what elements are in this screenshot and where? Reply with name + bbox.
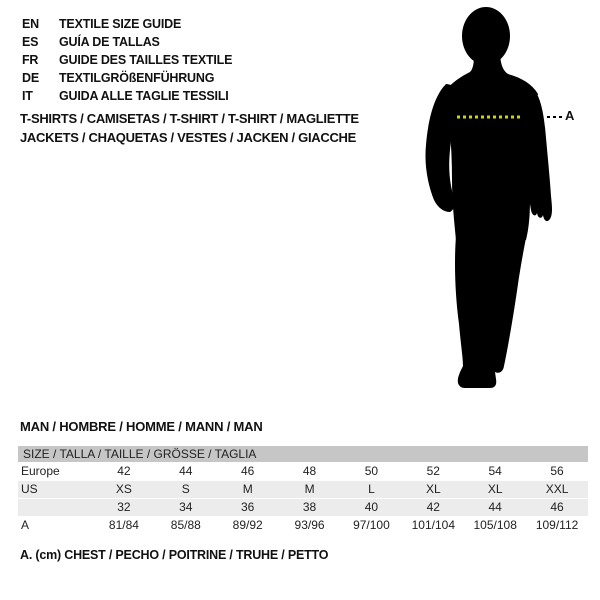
language-guide-title: GUIDA ALLE TAGLIE TESSILI	[59, 89, 229, 103]
size-table-cell: 32	[117, 500, 131, 514]
product-line-tshirts: T-SHIRTS / CAMISETAS / T-SHIRT / T-SHIRT / MAGLIETTE	[20, 111, 359, 126]
size-table-cell: 56	[550, 464, 564, 478]
language-guide-title: GUIDE DES TAILLES TEXTILE	[59, 53, 233, 67]
size-table-cell: 48	[302, 464, 317, 478]
size-table-row-label	[18, 499, 93, 516]
size-table-cell: M	[304, 482, 315, 496]
size-table-row	[18, 499, 588, 517]
size-table-cell: L	[368, 482, 375, 496]
size-table-row	[18, 463, 588, 481]
size-table	[18, 446, 588, 535]
size-table-cell: M	[242, 482, 253, 496]
size-table-cell: 85/88	[170, 518, 201, 532]
size-table-body	[18, 463, 588, 535]
language-row	[22, 87, 232, 105]
size-table-cell: 109/112	[535, 518, 579, 532]
product-line-jackets: JACKETS / CHAQUETAS / VESTES / JACKEN / GIACCHE	[20, 130, 356, 145]
size-table-cell: S	[181, 482, 190, 496]
size-table-row	[18, 517, 588, 535]
language-code: FR	[22, 53, 39, 67]
size-table-cell: 54	[488, 464, 502, 478]
size-table-cell: 89/92	[232, 518, 263, 532]
language-row	[22, 69, 232, 87]
size-table-cell: 46	[550, 500, 564, 514]
measure-label-a: A	[565, 108, 575, 123]
size-table-cell: 105/108	[473, 518, 517, 532]
size-table-cell: 93/96	[294, 518, 325, 532]
language-row	[22, 51, 232, 69]
size-table-row-label: Europe	[21, 464, 60, 478]
section-title-man: MAN / HOMBRE / HOMME / MANN / MAN	[20, 419, 263, 434]
size-table-cell: 97/100	[353, 518, 390, 532]
language-code: EN	[22, 17, 39, 31]
size-table-cell: 44	[488, 500, 502, 514]
size-table-cell: 36	[241, 500, 255, 514]
size-table-cell: 52	[426, 464, 440, 478]
size-table-cell: 42	[426, 500, 440, 514]
size-table-row	[18, 481, 588, 499]
product-category-lines	[20, 109, 359, 147]
size-table-cell: 42	[117, 464, 131, 478]
language-guide-title: GUÍA DE TALLAS	[59, 35, 160, 49]
size-table-cell: XL	[487, 482, 503, 496]
language-code: IT	[22, 89, 33, 103]
size-table-cell: 46	[241, 464, 255, 478]
size-table-cell: 81/84	[108, 518, 139, 532]
size-table-row-label: US	[21, 482, 38, 496]
language-guide-title: TEXTILE SIZE GUIDE	[59, 17, 182, 31]
language-title-list	[22, 15, 232, 105]
language-row	[22, 33, 232, 51]
size-table-cell: 44	[179, 464, 193, 478]
size-table-cell: 101/104	[411, 518, 455, 532]
man-silhouette	[400, 0, 600, 400]
measurement-footnote: A. (cm) CHEST / PECHO / POITRINE / TRUHE / PETTO	[20, 548, 329, 562]
size-table-cell: 34	[179, 500, 193, 514]
size-table-cell: XS	[115, 482, 132, 496]
language-code: DE	[22, 71, 39, 85]
language-guide-title: TEXTILGRÖßENFÜHRUNG	[59, 71, 215, 85]
language-code: ES	[22, 35, 39, 49]
size-table-cell: 38	[302, 500, 317, 514]
size-table-cell: XL	[425, 482, 441, 496]
man-silhouette-shapes	[425, 7, 552, 388]
size-table-cell: 40	[364, 500, 379, 514]
size-table-cell: XXL	[545, 482, 569, 496]
size-table-header: SIZE / TALLA / TAILLE / GRÖSSE / TAGLIA	[18, 446, 588, 462]
size-table-row-label: A	[21, 518, 30, 532]
size-table-cell: 50	[364, 464, 379, 478]
language-row	[22, 15, 232, 33]
